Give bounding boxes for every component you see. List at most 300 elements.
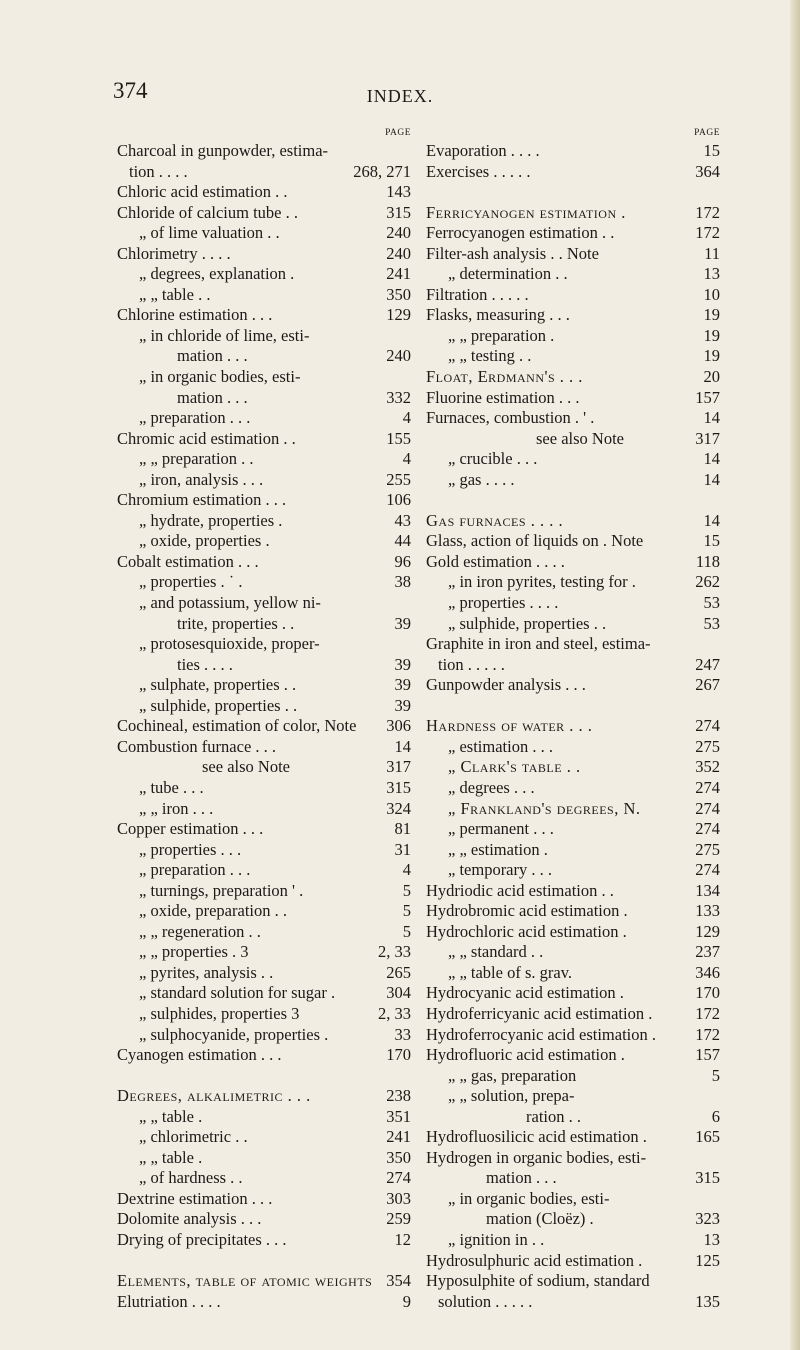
index-entry [426,223,720,244]
index-entry [117,552,411,573]
entry-text: Chlorine estimation . . . [117,305,273,325]
index-entry [117,634,411,655]
index-entry [117,1045,411,1066]
entry-text: „ properties . ˙ . [139,572,243,592]
section-gap [426,696,720,717]
index-entry [426,162,720,183]
entry-page-ref: 2, 33 [378,942,411,962]
entry-page-ref: 96 [394,551,411,571]
index-entry [426,1189,720,1210]
entry-page-ref: 81 [394,819,411,839]
index-entry [426,285,720,306]
entry-text: Chromic acid estimation . . [117,428,296,448]
entry-page-ref: 43 [394,510,411,530]
entry-text: „ „ table of s. grav. [448,962,572,982]
index-entry [117,1209,411,1230]
entry-text: Hydroferrocyanic acid estimation . [426,1024,656,1044]
index-entry [117,1127,411,1148]
index-entry [426,449,720,470]
entry-page-ref: 275 [695,839,720,859]
entry-text: „ „ table . . [139,284,211,304]
index-lines [117,141,411,1312]
entry-page-ref: 14 [394,736,411,756]
entry-page-ref: 39 [394,675,411,695]
entry-page-ref: 118 [695,551,720,571]
index-entry [117,408,411,429]
index-entry [117,470,411,491]
entry-text: Ferrocyanogen estimation . . [426,223,615,243]
index-entry [117,490,411,511]
entry-page-ref: 267 [695,675,720,695]
index-entry [426,429,720,450]
index-entry [426,840,720,861]
entry-text: see also Note [202,757,290,777]
entry-page-ref: 165 [695,1127,720,1147]
index-entry [426,1045,720,1066]
entry-page-ref: 274 [695,777,720,797]
entry-page-ref: 274 [386,1168,411,1188]
entry-page-ref: 20 [703,367,720,387]
entry-page-ref: 172 [695,223,720,243]
entry-text: „ crucible . . . [448,449,538,469]
index-entry [117,1004,411,1025]
entry-text: Furnaces, combustion . ' . [426,408,595,428]
entry-text: „ of lime valuation . . [139,223,280,243]
entry-text: Filtration . . . . . [426,284,529,304]
index-entry [117,1086,411,1107]
entry-page-ref: 5 [711,1065,720,1085]
entry-text: „ ignition in . . [448,1229,545,1249]
index-entry [117,675,411,696]
section-gap [426,182,720,203]
page-edge-shadow [790,0,800,1350]
entry-text: Glass, action of liquids on . Note [426,531,644,551]
entry-page-ref: 304 [386,983,411,1003]
index-entry [426,346,720,367]
index-entry [426,819,720,840]
page-column-header: PAGE [385,128,411,138]
index-entry [117,778,411,799]
entry-page-ref: 15 [703,531,720,551]
entry-text: „ tube . . . [139,777,204,797]
index-entry [117,860,411,881]
entry-page-ref: 323 [695,1209,720,1229]
entry-text: Drying of precipitates . . . [117,1229,287,1249]
entry-text: Float, Erdmann's . . . [426,367,583,387]
entry-text: „ „ preparation . [448,325,555,345]
entry-text: „ in chloride of lime, esti- [139,325,310,345]
index-entry [117,244,411,265]
index-entry [426,1168,720,1189]
entry-text: „ gas . . . . [448,469,515,489]
index-entry [426,1271,720,1292]
index-entry [117,696,411,717]
entry-page-ref: 129 [695,921,720,941]
entry-text: „ sulphides, properties 3 [139,1003,300,1023]
index-entry [117,367,411,388]
entry-page-ref: 170 [695,983,720,1003]
section-gap [117,1251,411,1272]
entry-text: Ferricyanogen estimation . [426,202,626,222]
index-entry [426,922,720,943]
index-entry [117,655,411,676]
entry-text: „ „ testing . . [448,346,532,366]
index-entry [117,572,411,593]
entry-page-ref: 39 [394,695,411,715]
entry-page-ref: 14 [703,469,720,489]
entry-page-ref: 317 [695,428,720,448]
entry-text: „ preparation . . . [139,408,251,428]
entry-text: mation . . . [177,346,248,366]
page-number: 374 [113,78,148,103]
index-entry [117,346,411,367]
running-head: INDEX. [366,86,434,106]
entry-page-ref: 129 [386,305,411,325]
index-entry [117,264,411,285]
index-entry [426,1127,720,1148]
entry-page-ref: 170 [386,1045,411,1065]
entry-page-ref: 274 [695,860,720,880]
entry-text: tion . . . . . [438,654,505,674]
entry-text: Dolomite analysis . . . [117,1209,262,1229]
index-column-right [426,128,720,1312]
entry-text: „ „ gas, preparation [448,1065,577,1085]
entry-page-ref: 346 [695,962,720,982]
entry-text: „ properties . . . [139,839,242,859]
index-entry [426,1251,720,1272]
entry-page-ref: 247 [695,654,720,674]
index-entry [426,757,720,778]
index-entry [117,182,411,203]
index-entry [117,799,411,820]
entry-page-ref: 135 [695,1291,720,1311]
entry-text: „ „ table . [139,1147,203,1167]
index-entry [117,1025,411,1046]
index-lines [426,141,720,1312]
entry-page-ref: 10 [703,284,720,304]
entry-page-ref: 262 [695,572,720,592]
index-entry [117,942,411,963]
index-entry [117,716,411,737]
entry-page-ref: 306 [386,716,411,736]
index-entry [117,737,411,758]
entry-page-ref: 133 [695,901,720,921]
entry-text: Filter-ash analysis . . Note [426,243,599,263]
index-entry [426,963,720,984]
index-entry [117,1189,411,1210]
entry-page-ref: 125 [695,1250,720,1270]
index-entry [426,778,720,799]
index-entry [426,675,720,696]
entry-page-ref: 14 [703,408,720,428]
entry-page-ref: 9 [402,1291,411,1311]
entry-text: „ turnings, preparation ' . [139,880,304,900]
entry-text: Hardness of water . . . [426,716,593,736]
entry-page-ref: 39 [394,613,411,633]
entry-text: „ iron, analysis . . . [139,469,264,489]
index-entry [426,1025,720,1046]
entry-page-ref: 2, 33 [378,1003,411,1023]
entry-page-ref: 53 [703,593,720,613]
entry-page-ref: 155 [386,428,411,448]
entry-page-ref: 4 [402,860,411,880]
entry-text: Cochineal, estimation of color, Note [117,716,357,736]
entry-text: Exercises . . . . . [426,161,531,181]
entry-page-ref: 4 [402,408,411,428]
index-entry [426,552,720,573]
entry-page-ref: 274 [695,798,720,818]
entry-text: Hydrogen in organic bodies, esti- [426,1147,647,1167]
entry-text: „ pyrites, analysis . . [139,962,274,982]
index-entry [117,614,411,635]
entry-text: mation (Cloëz) . [486,1209,594,1229]
entry-text: „ properties . . . . [448,593,559,613]
section-gap [117,1066,411,1087]
index-entry [426,305,720,326]
entry-page-ref: 172 [695,1024,720,1044]
entry-text: Degrees, alkalimetric . . . [117,1086,311,1106]
entry-page-ref: 350 [386,284,411,304]
entry-text: Gas furnaces . . . . [426,510,564,530]
entry-page-ref: 240 [386,243,411,263]
entry-text: Combustion furnace . . . [117,736,277,756]
entry-text: „ estimation . . . [448,736,553,756]
index-entry [117,388,411,409]
index-entry [426,1004,720,1025]
index-entry [117,1230,411,1251]
entry-page-ref: 240 [386,223,411,243]
entry-text: ties . . . . [177,654,233,674]
index-entry [426,593,720,614]
entry-page-ref: 19 [703,325,720,345]
entry-page-ref: 12 [394,1229,411,1249]
entry-page-ref: 352 [695,757,720,777]
index-entry [117,141,411,162]
index-entry [426,860,720,881]
entry-page-ref: 303 [386,1188,411,1208]
entry-text: Chlorimetry . . . . [117,243,231,263]
entry-page-ref: 19 [703,305,720,325]
index-entry [117,983,411,1004]
entry-page-ref: 39 [394,654,411,674]
entry-text: „ sulphide, properties . . [139,695,298,715]
entry-text: Chloric acid estimation . . [117,182,288,202]
entry-page-ref: 157 [695,1045,720,1065]
index-entry [426,1292,720,1313]
entry-text: „ sulphocyanide, properties . [139,1024,329,1044]
entry-page-ref: 259 [386,1209,411,1229]
entry-page-ref: 14 [703,510,720,530]
index-entry [426,737,720,758]
entry-page-ref: 268, 271 [353,161,411,181]
index-entry [117,757,411,778]
entry-text: „ temporary . . . [448,860,553,880]
index-entry [117,593,411,614]
index-entry [426,634,720,655]
entry-text: Evaporation . . . . [426,141,540,160]
entry-page-ref: 13 [703,1229,720,1249]
index-entry [117,963,411,984]
index-entry [117,840,411,861]
entry-text: Copper estimation . . . [117,819,264,839]
entry-page-ref: 354 [386,1271,411,1291]
entry-text: „ chlorimetric . . [139,1127,248,1147]
index-entry [426,408,720,429]
entry-text: solution . . . . . [438,1291,533,1311]
entry-text: Cyanogen estimation . . . [117,1045,282,1065]
index-entry [426,983,720,1004]
entry-page-ref: 255 [386,469,411,489]
entry-page-ref: 351 [386,1106,411,1126]
entry-text: „ standard solution for sugar . [139,983,336,1003]
entry-text: „ of hardness . . [139,1168,243,1188]
entry-page-ref: 5 [402,921,411,941]
index-entry [426,511,720,532]
entry-page-ref: 134 [695,880,720,900]
index-entry [117,881,411,902]
index-entry [426,1107,720,1128]
index-entry [426,388,720,409]
entry-page-ref: 275 [695,736,720,756]
entry-text: „ hydrate, properties . [139,510,283,530]
entry-text: Hydroferricyanic acid estimation . [426,1003,653,1023]
entry-text: Hydrocyanic acid estimation . [426,983,624,1003]
entry-text: Hydrosulphuric acid estimation . [426,1250,643,1270]
index-entry [426,326,720,347]
entry-text: mation . . . [177,387,248,407]
index-entry [117,922,411,943]
entry-text: „ in organic bodies, esti- [448,1188,610,1208]
entry-text: „ oxide, properties . [139,531,270,551]
entry-text: „ „ table . [139,1106,203,1126]
entry-page-ref: 315 [386,202,411,222]
entry-page-ref: 172 [695,202,720,222]
entry-text: „ degrees . . . [448,777,535,797]
entry-text: „ Clark's table . . [448,757,581,777]
entry-page-ref: 157 [695,387,720,407]
index-entry [426,244,720,265]
index-entry [426,942,720,963]
index-entry [117,162,411,183]
index-entry [426,470,720,491]
entry-page-ref: 14 [703,449,720,469]
index-entry [117,203,411,224]
entry-text: Fluorine estimation . . . [426,387,580,407]
index-entry [426,531,720,552]
entry-text: „ „ standard . . [448,942,544,962]
entry-page-ref: 237 [695,942,720,962]
index-entry [117,1292,411,1313]
entry-text: „ „ regeneration . . [139,921,261,941]
index-entry [426,1066,720,1087]
index-entry [426,367,720,388]
entry-text: „ protosesquioxide, proper- [139,634,320,654]
index-entry [117,819,411,840]
index-entry [426,614,720,635]
entry-text: Hydrofluosilicic acid estimation . [426,1127,647,1147]
entry-text: Chloride of calcium tube . . [117,202,298,222]
index-entry [117,901,411,922]
entry-text: mation . . . [486,1168,557,1188]
entry-text: Hydrochloric acid estimation . [426,921,627,941]
entry-page-ref: 5 [402,901,411,921]
entry-text: Hyposulphite of sodium, standard [426,1271,650,1291]
entry-text: „ permanent . . . [448,819,554,839]
index-entry [117,429,411,450]
index-entry [117,1271,411,1292]
entry-text: „ „ estimation . [448,839,548,859]
entry-page-ref: 238 [386,1086,411,1106]
entry-page-ref: 240 [386,346,411,366]
entry-page-ref: 265 [386,962,411,982]
entry-text: Hydrobromic acid estimation . [426,901,628,921]
entry-page-ref: 19 [703,346,720,366]
entry-page-ref: 11 [704,243,720,263]
entry-page-ref: 172 [695,1003,720,1023]
entry-page-ref: 143 [386,182,411,202]
entry-text: ration . . [526,1106,581,1126]
entry-page-ref: 106 [386,490,411,510]
index-entry [426,203,720,224]
entry-text: see also Note [536,428,624,448]
index-entry [117,531,411,552]
entry-page-ref: 315 [386,777,411,797]
entry-text: Gold estimation . . . . [426,551,565,571]
entry-page-ref: 13 [703,264,720,284]
index-entry [117,1107,411,1128]
entry-page-ref: 274 [695,716,720,736]
entry-text: „ Frankland's degrees, N. [448,798,641,818]
entry-page-ref: 324 [386,798,411,818]
entry-text: Charcoal in gunpowder, estima- [117,141,329,160]
entry-text: Chromium estimation . . . [117,490,287,510]
entry-text: „ in iron pyrites, testing for . [448,572,636,592]
entry-page-ref: 15 [703,141,720,160]
entry-text: „ oxide, preparation . . [139,901,287,921]
entry-page-ref: 241 [386,264,411,284]
entry-page-ref: 38 [394,572,411,592]
entry-text: „ preparation . . . [139,860,251,880]
entry-page-ref: 364 [695,161,720,181]
entry-text: „ „ iron . . . [139,798,214,818]
index-entry [426,141,720,162]
entry-text: „ „ properties . 3 [139,942,249,962]
entry-page-ref: 274 [695,819,720,839]
index-entry [426,264,720,285]
index-entry [426,572,720,593]
entry-page-ref: 350 [386,1147,411,1167]
entry-page-ref: 332 [386,387,411,407]
entry-page-ref: 53 [703,613,720,633]
entry-text: „ in organic bodies, esti- [139,367,301,387]
entry-page-ref: 4 [402,449,411,469]
index-entry [426,1209,720,1230]
index-entry [426,799,720,820]
page-column-header: PAGE [694,128,720,138]
entry-text: Elements, table of atomic weights [117,1271,373,1291]
index-entry [426,716,720,737]
entry-text: trite, properties . . [177,613,295,633]
entry-page-ref: 6 [711,1106,720,1126]
entry-text: „ determination . . [448,264,568,284]
entry-text: „ sulphide, properties . . [448,613,607,633]
entry-text: Flasks, measuring . . . [426,305,570,325]
index-entry [117,305,411,326]
index-entry [117,285,411,306]
index-entry [426,881,720,902]
entry-text: „ „ preparation . . [139,449,254,469]
entry-text: Gunpowder analysis . . . [426,675,586,695]
